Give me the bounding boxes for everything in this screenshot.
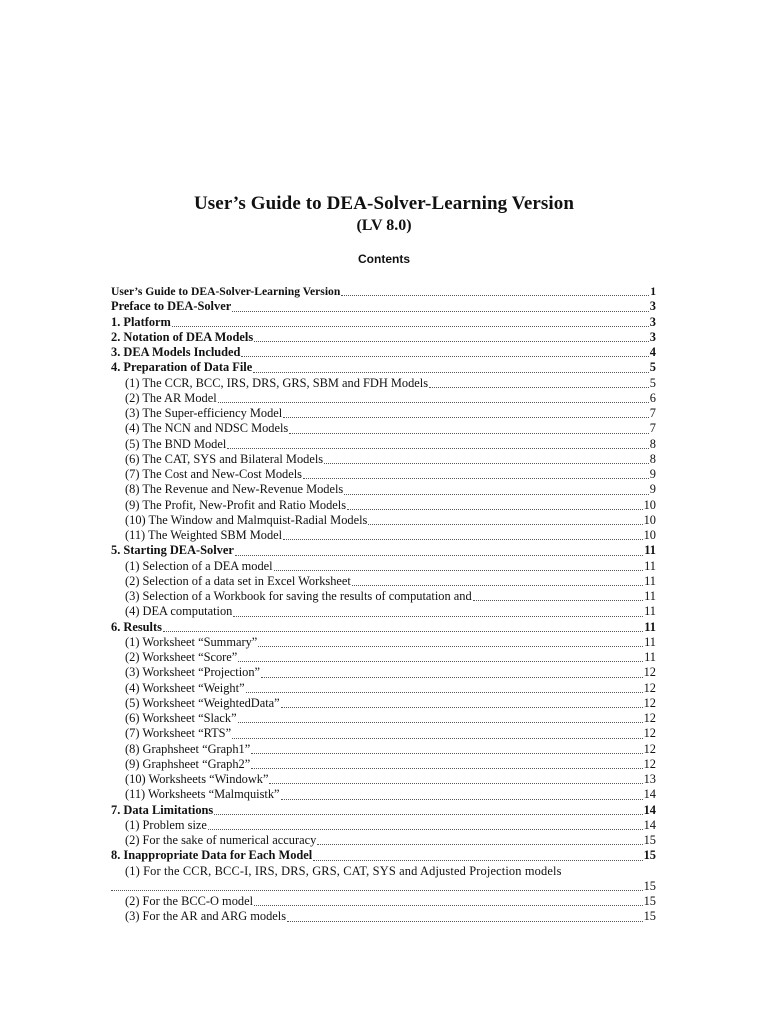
toc-entry[interactable]	[111, 772, 656, 787]
toc-entry-text: (3) For the AR and ARG models	[125, 909, 287, 924]
toc-entry-page: 5	[649, 375, 656, 390]
toc-dot-leader	[258, 645, 643, 647]
toc-dot-leader	[283, 538, 643, 540]
toc-entry-page: 15	[643, 894, 656, 908]
toc-dot-leader	[246, 691, 643, 693]
toc-entry[interactable]	[111, 803, 656, 818]
toc-entry-text: (10) The Window and Malmquist-Radial Models	[125, 512, 368, 527]
toc-entry-text: (1) Problem size	[125, 817, 207, 832]
toc-dot-leader	[232, 310, 649, 312]
toc-entry[interactable]	[111, 513, 656, 528]
toc-entry-page: 12	[643, 741, 656, 756]
toc-entry-text: (10) Worksheets “Windowk”	[125, 772, 269, 786]
toc-dot-leader	[269, 782, 642, 784]
toc-entry[interactable]	[111, 467, 656, 482]
toc-entry[interactable]	[111, 711, 656, 726]
toc-entry[interactable]	[111, 360, 656, 375]
toc-entry-page: 5	[649, 360, 656, 375]
toc-dot-leader	[218, 401, 649, 403]
toc-entry-page: 14	[643, 787, 656, 802]
toc-entry[interactable]	[111, 726, 656, 741]
toc-entry-page: 11	[644, 558, 656, 573]
toc-dot-leader	[313, 859, 642, 861]
toc-entry-page: 11	[644, 573, 656, 588]
toc-entry[interactable]	[111, 635, 656, 650]
toc-entry-text: (5) Worksheet “WeightedData”	[125, 695, 280, 710]
toc-entry-page: 10	[643, 528, 656, 542]
toc-entry-text: User’s Guide to DEA-Solver-Learning Version	[111, 285, 341, 298]
toc-entry-page: 11	[644, 619, 656, 634]
toc-entry-text: (5) The BND Model	[125, 436, 227, 451]
toc-entry-page: 15	[643, 909, 656, 924]
toc-dot-leader	[473, 599, 643, 601]
toc-entry-text: (1) Worksheet “Summary”	[125, 634, 258, 649]
contents-heading: Contents	[358, 252, 410, 266]
toc-entry-text: 3. DEA Models Included	[111, 345, 241, 359]
toc-entry-page: 15	[643, 878, 656, 893]
toc-entry[interactable]	[111, 315, 656, 330]
toc-entry-text: (3) The Super-efficiency Model	[125, 406, 283, 420]
toc-dot-leader	[238, 721, 643, 723]
toc-entry-text: (2) For the sake of numerical accuracy	[125, 833, 317, 847]
toc-entry-page: 12	[643, 756, 656, 771]
toc-entry[interactable]	[111, 696, 656, 711]
toc-entry-text: 2. Notation of DEA Models	[111, 329, 254, 344]
toc-dot-leader	[233, 615, 643, 617]
toc-entry-page: 11	[644, 543, 656, 558]
toc-dot-leader	[111, 889, 643, 891]
toc-entry[interactable]	[111, 299, 656, 314]
toc-dot-leader	[163, 630, 643, 632]
toc-dot-leader	[274, 569, 643, 571]
toc-entry[interactable]	[111, 574, 656, 589]
toc-entry-text: (11) Worksheets “Malmquistk”	[125, 787, 280, 802]
toc-entry-text: (1) For the CCR, BCC-I, IRS, DRS, GRS, CAT, SYS and Adjusted Projection models	[125, 863, 562, 878]
toc-entry-text: (1) Selection of a DEA model	[125, 558, 273, 573]
toc-entry-page: 7	[649, 406, 656, 420]
toc-entry[interactable]	[111, 528, 656, 543]
toc-entry[interactable]	[111, 543, 656, 558]
toc-dot-leader	[324, 462, 649, 464]
toc-entry-page: 13	[643, 772, 656, 786]
toc-entry-text: (9) Graphsheet “Graph2”	[125, 756, 251, 771]
toc-entry-text: Preface to DEA-Solver	[111, 299, 232, 314]
toc-dot-leader	[317, 843, 642, 845]
toc-entry-page: 3	[649, 314, 656, 329]
toc-entry-page: 9	[649, 482, 656, 497]
toc-dot-leader	[281, 706, 643, 708]
toc-entry[interactable]	[111, 681, 656, 696]
toc-entry-page: 11	[644, 604, 656, 619]
toc-entry[interactable]	[111, 330, 656, 345]
toc-entry[interactable]	[111, 833, 656, 848]
toc-entry[interactable]	[111, 559, 656, 574]
toc-dot-leader	[251, 752, 642, 754]
document-title: User’s Guide to DEA-Solver-Learning Version	[193, 193, 575, 214]
toc-entry-text: (1) The CCR, BCC, IRS, DRS, GRS, SBM and FDH Models	[125, 375, 429, 390]
toc-dot-leader	[287, 920, 643, 922]
toc-dot-leader	[253, 371, 649, 373]
toc-entry[interactable]	[111, 787, 656, 802]
toc-entry-text: (2) For the BCC-O model	[125, 894, 254, 908]
toc-entry-page: 15	[643, 833, 656, 847]
toc-entry[interactable]	[111, 589, 656, 604]
toc-entry-text: (2) The AR Model	[125, 390, 217, 405]
toc-entry-text: 4. Preparation of Data File	[111, 360, 253, 375]
toc-entry-page: 12	[643, 726, 656, 741]
toc-dot-leader	[281, 798, 643, 800]
toc-entry-page: 12	[643, 680, 656, 695]
toc-dot-leader	[235, 554, 643, 556]
toc-entry-text: (2) Selection of a data set in Excel Worksheet	[125, 573, 351, 588]
toc-entry-text: 7. Data Limitations	[111, 802, 214, 817]
toc-entry-page: 7	[649, 421, 656, 436]
toc-entry[interactable]	[111, 421, 656, 436]
toc-dot-leader	[241, 355, 648, 357]
toc-dot-leader	[289, 432, 649, 434]
toc-entry-text: (11) The Weighted SBM Model	[125, 528, 283, 542]
toc-entry[interactable]	[111, 437, 656, 452]
toc-dot-leader	[214, 813, 642, 815]
toc-entry[interactable]	[111, 604, 656, 619]
toc-dot-leader	[352, 584, 643, 586]
toc-entry[interactable]	[111, 848, 656, 863]
toc-dot-leader	[238, 660, 643, 662]
toc-entry-text: 1. Platform	[111, 314, 171, 329]
toc-dot-leader	[347, 508, 643, 510]
toc-dot-leader	[251, 767, 642, 769]
toc-entry-text: (9) The Profit, New-Profit and Ratio Models	[125, 497, 347, 512]
toc-entry[interactable]	[111, 818, 656, 833]
toc-entry-page: 11	[644, 589, 656, 603]
toc-dot-leader	[227, 447, 649, 449]
toc-entry[interactable]	[111, 406, 656, 421]
toc-entry[interactable]	[111, 498, 656, 513]
toc-entry-text: (8) Graphsheet “Graph1”	[125, 741, 251, 756]
toc-entry[interactable]	[111, 482, 656, 497]
toc-entry-page: 10	[643, 497, 656, 512]
toc-entry-page: 1	[650, 285, 656, 298]
toc-entry-page: 9	[649, 467, 656, 481]
toc-entry-page: 15	[643, 848, 656, 863]
toc-dot-leader	[368, 523, 642, 525]
toc-entry-text: (7) Worksheet “RTS”	[125, 726, 232, 741]
toc-entry-text: 8. Inappropriate Data for Each Model	[111, 848, 313, 863]
toc-entry[interactable]	[111, 284, 656, 299]
toc-entry[interactable]	[111, 757, 656, 772]
toc-entry-text: (3) Worksheet “Projection”	[125, 665, 261, 680]
toc-entry-page: 4	[649, 345, 656, 359]
toc-entry[interactable]	[111, 864, 656, 895]
toc-entry[interactable]	[111, 452, 656, 467]
toc-entry[interactable]	[111, 742, 656, 757]
toc-entry-text: (4) The NCN and NDSC Models	[125, 421, 289, 436]
toc-entry-page: 11	[644, 634, 656, 649]
toc-entry-text: (6) Worksheet “Slack”	[125, 711, 237, 725]
toc-entry[interactable]	[111, 909, 656, 924]
toc-entry-page: 12	[643, 695, 656, 710]
toc-entry-page: 8	[649, 451, 656, 466]
toc-dot-leader	[254, 340, 649, 342]
toc-dot-leader	[303, 477, 649, 479]
toc-entry-text: (3) Selection of a Workbook for saving the results of computation and	[125, 589, 472, 603]
toc-entry-text: (4) Worksheet “Weight”	[125, 680, 245, 695]
toc-entry-text: 6. Results	[111, 619, 162, 634]
toc-entry-text: (7) The Cost and New-Cost Models	[125, 467, 303, 481]
toc-entry-page: 12	[643, 711, 656, 725]
toc-entry[interactable]	[111, 391, 656, 406]
toc-entry-page: 11	[644, 650, 656, 664]
toc-entry-page: 3	[649, 299, 656, 314]
toc-entry-text: (6) The CAT, SYS and Bilateral Models	[125, 451, 324, 466]
toc-entry-page: 6	[649, 390, 656, 405]
toc-entry[interactable]	[111, 376, 656, 391]
toc-entry-page: 14	[643, 817, 656, 832]
toc-dot-leader	[429, 386, 649, 388]
toc-entry-page: 8	[649, 436, 656, 451]
document-version: (LV 8.0)	[356, 217, 412, 234]
toc-entry[interactable]	[111, 665, 656, 680]
toc-entry[interactable]	[111, 650, 656, 665]
toc-entry-page: 12	[643, 665, 656, 680]
toc-entry[interactable]	[111, 620, 656, 635]
toc-entry[interactable]	[111, 345, 656, 360]
toc-entry-text: 5. Starting DEA-Solver	[111, 543, 234, 558]
toc-dot-leader	[261, 676, 643, 678]
toc-entry[interactable]	[111, 894, 656, 909]
toc-entry-text: (4) DEA computation	[125, 604, 233, 619]
toc-dot-leader	[208, 828, 643, 830]
toc-dot-leader	[172, 325, 649, 327]
toc-entry-text: (8) The Revenue and New-Revenue Models	[125, 482, 344, 497]
toc-dot-leader	[283, 416, 649, 418]
toc-entry-page: 14	[643, 802, 656, 817]
toc-dot-leader	[232, 737, 643, 739]
table-of-contents	[111, 284, 656, 925]
toc-entry-text: (2) Worksheet “Score”	[125, 650, 238, 664]
toc-entry-page: 10	[643, 512, 656, 527]
toc-entry-page: 3	[649, 329, 656, 344]
toc-dot-leader	[344, 493, 649, 495]
toc-dot-leader	[341, 294, 649, 296]
toc-dot-leader	[254, 904, 643, 906]
